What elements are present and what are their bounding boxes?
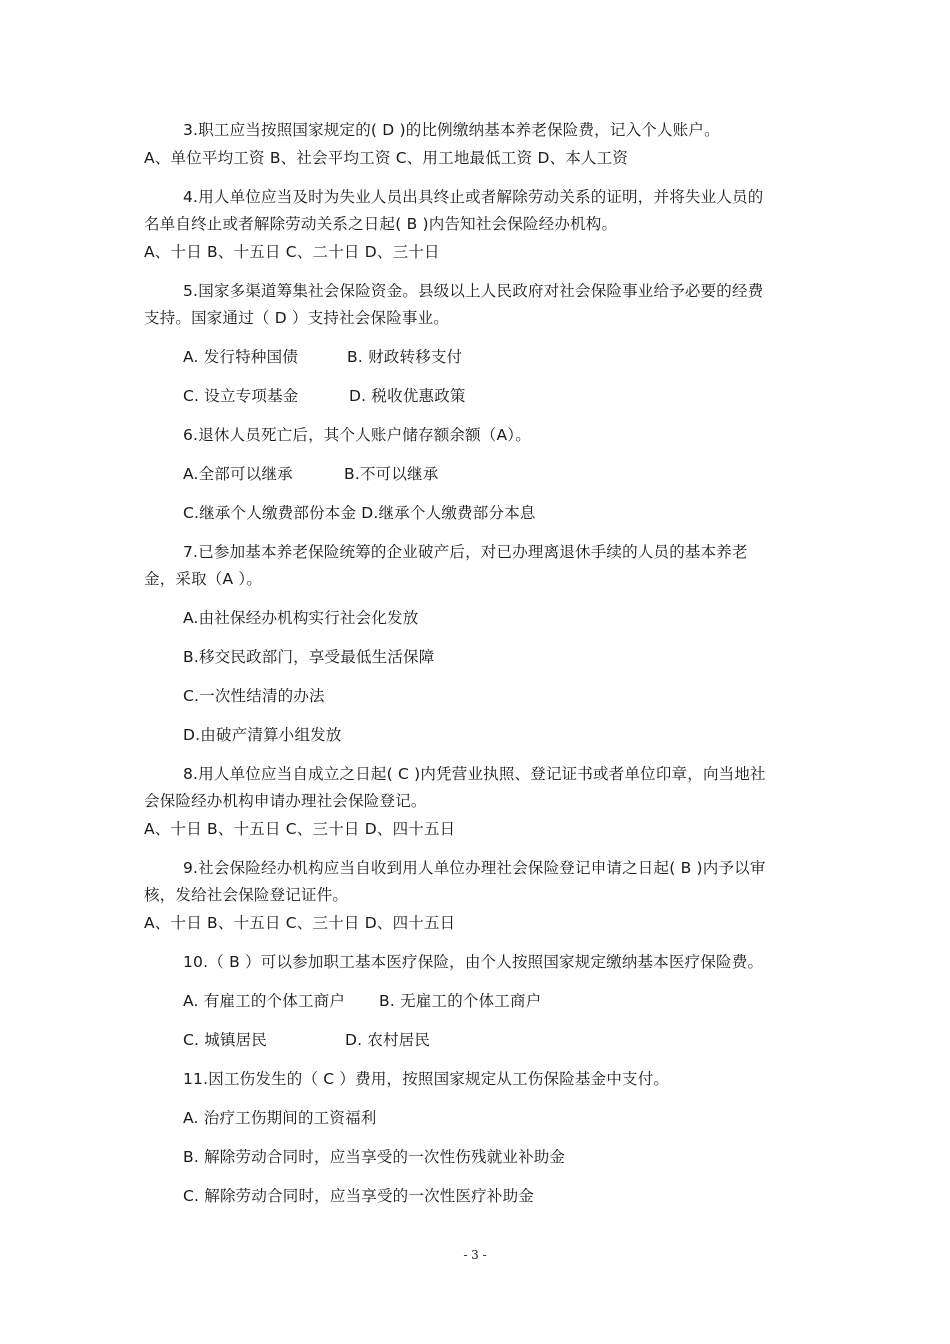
question-10-option-c: C. 城镇居民 [183, 1031, 268, 1049]
question-11-option-c: C. 解除劳动合同时，应当享受的一次性医疗补助金 [183, 1187, 534, 1205]
question-7-option-a: A.由社保经办机构实行社会化发放 [183, 609, 419, 627]
question-5-option-d: D. 税收优惠政策 [349, 387, 466, 405]
question-5-stem-line-1: 5.国家多渠道筹集社会保险资金。县级以上人民政府对社会保险事业给予必要的经费 [183, 282, 764, 300]
question-5-option-b: B. 财政转移支付 [347, 348, 463, 366]
question-3-stem: 3.职工应当按照国家规定的( D )的比例缴纳基本养老保险费，记入个人账户。 [183, 121, 720, 139]
question-11-stem: 11.因工伤发生的（ C ）费用，按照国家规定从工伤保险基金中支付。 [183, 1070, 670, 1088]
question-7-stem-line-1: 7.已参加基本养老保险统筹的企业破产后，对已办理离退休手续的人员的基本养老 [183, 543, 748, 561]
question-6-option-a: A.全部可以继承 [183, 465, 293, 483]
question-9-options: A、十日 B、十五日 C、三十日 D、四十五日 [144, 914, 456, 932]
question-5-option-c: C. 设立专项基金 [183, 387, 299, 405]
question-5-option-a: A. 发行特种国债 [183, 348, 298, 366]
question-7-stem-line-2: 金，采取（A ）。 [144, 570, 263, 588]
question-4-stem-line-1: 4.用人单位应当及时为失业人员出具终止或者解除劳动关系的证明，并将失业人员的 [183, 188, 764, 206]
question-7-option-b: B.移交民政部门，享受最低生活保障 [183, 648, 435, 666]
question-9-stem-line-1: 9.社会保险经办机构应当自收到用人单位办理社会保险登记申请之日起( B )内予以审 [183, 859, 766, 877]
question-6-options-cd: C.继承个人缴费部份本金 D.继承个人缴费部分本息 [183, 504, 536, 522]
question-4-options: A、十日 B、十五日 C、二十日 D、三十日 [144, 243, 440, 261]
question-6-stem: 6.退休人员死亡后，其个人账户储存额余额（A）。 [183, 426, 531, 444]
question-6-option-b: B.不可以继承 [344, 465, 439, 483]
page-number: - 3 - [463, 1248, 487, 1262]
question-4-stem-line-2: 名单自终止或者解除劳动关系之日起( B )内告知社会保险经办机构。 [144, 215, 618, 233]
question-11-option-b: B. 解除劳动合同时，应当享受的一次性伤残就业补助金 [183, 1148, 566, 1166]
question-5-stem-line-2: 支持。国家通过（ D ）支持社会保险事业。 [144, 309, 449, 327]
question-8-options: A、十日 B、十五日 C、三十日 D、四十五日 [144, 820, 456, 838]
question-7-option-c: C.一次性结清的办法 [183, 687, 325, 705]
question-11-option-a: A. 治疗工伤期间的工资福利 [183, 1109, 377, 1127]
question-10-option-a: A. 有雇工的个体工商户 [183, 992, 346, 1010]
question-10-stem: 10.（ B ）可以参加职工基本医疗保险，由个人按照国家规定缴纳基本医疗保险费。 [183, 953, 764, 971]
question-10-option-b: B. 无雇工的个体工商户 [379, 992, 542, 1010]
question-7-option-d: D.由破产清算小组发放 [183, 726, 342, 744]
question-8-stem-line-1: 8.用人单位应当自成立之日起( C )内凭营业执照、登记证书或者单位印章，向当地社 [183, 765, 766, 783]
question-3-options: A、单位平均工资 B、社会平均工资 C、用工地最低工资 D、本人工资 [144, 149, 629, 167]
question-8-stem-line-2: 会保险经办机构申请办理社会保险登记。 [144, 792, 427, 810]
question-9-stem-line-2: 核，发给社会保险登记证件。 [144, 886, 349, 904]
question-10-option-d: D. 农村居民 [345, 1031, 431, 1049]
